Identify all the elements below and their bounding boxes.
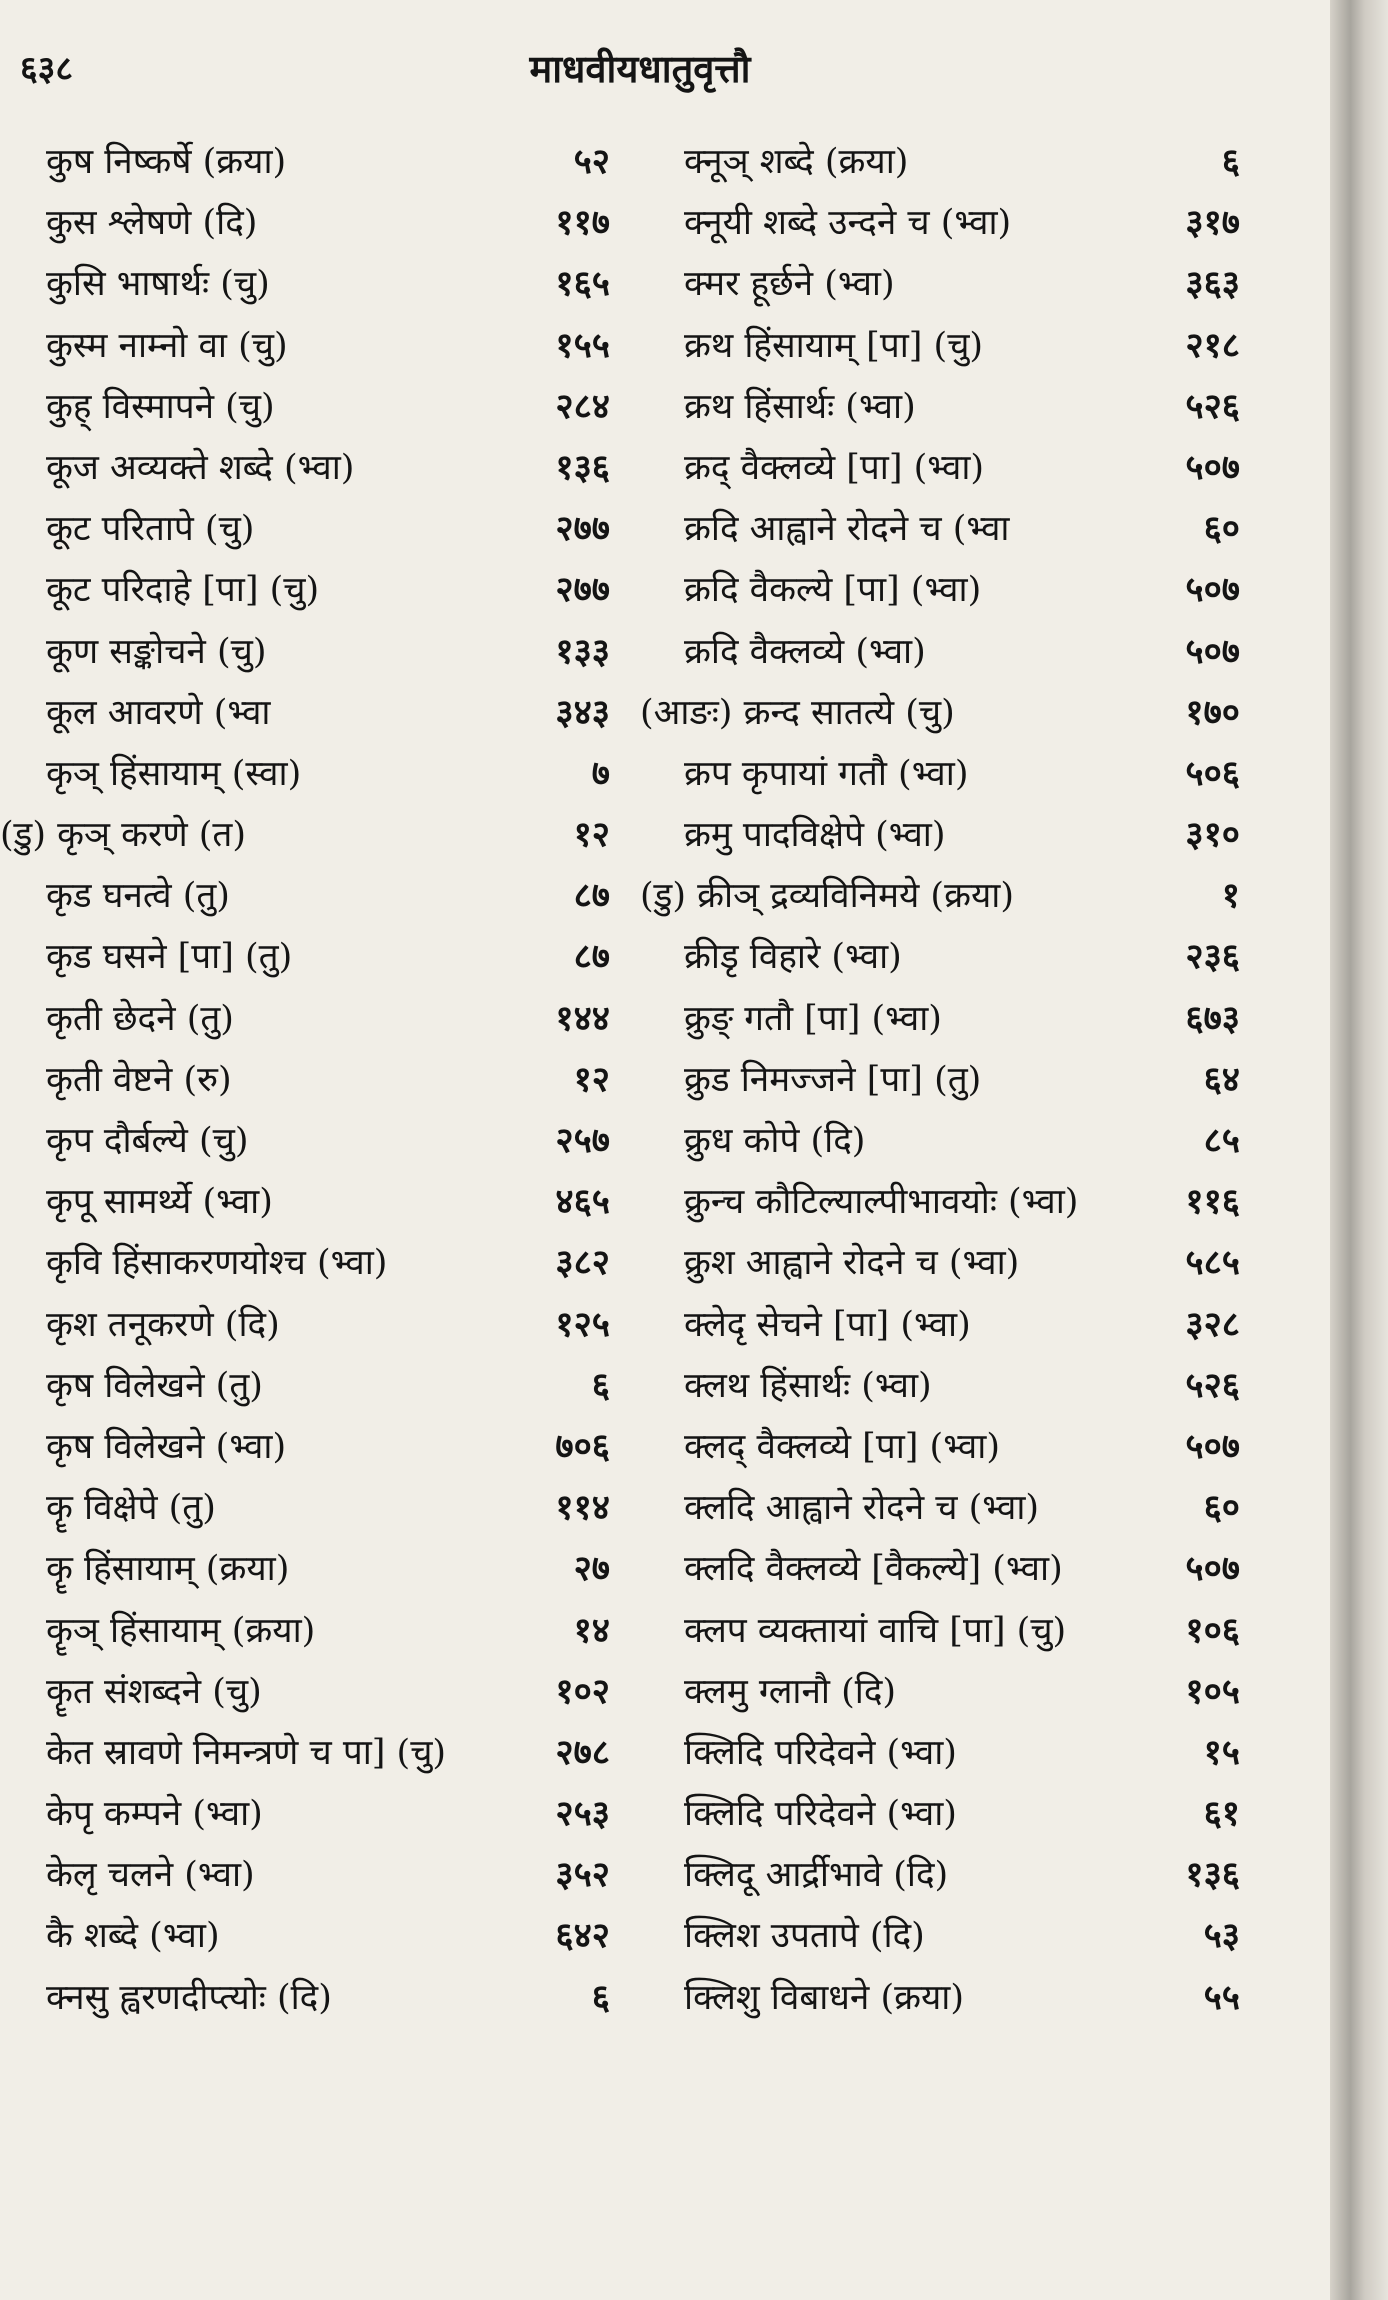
index-entry-row <box>0 684 610 745</box>
index-entry-row <box>0 194 610 255</box>
entry-text: कृती छेदने (तु) <box>46 998 234 1039</box>
entry-text: क्मर हूर्छने (भ्वा) <box>684 264 895 305</box>
entry-text: क्रुड निमज्जने [पा] (तु) <box>684 1059 982 1100</box>
page-reference: ६ <box>591 1364 610 1406</box>
index-entry-row <box>640 1051 1240 1112</box>
entry-text: क्रुध कोपे (दि) <box>684 1121 866 1161</box>
index-entry-row <box>640 1479 1240 1540</box>
index-entry-row <box>0 1663 610 1724</box>
entry-text: कुसि भाषार्थः (चु) <box>46 264 270 305</box>
index-entry-row <box>0 1907 610 1968</box>
page-reference: ६ <box>591 1976 610 2018</box>
page-reference: ५२६ <box>1185 385 1240 427</box>
index-entry-row <box>640 745 1240 806</box>
entry-text: क्नूयी शब्दे उन्दने च (भ्वा) <box>684 203 1012 244</box>
page-reference: ६१ <box>1203 1793 1240 1835</box>
entry-text: कुस श्लेषणे (दि) <box>46 203 258 244</box>
index-entry-row <box>640 561 1240 622</box>
page-reference: १३३ <box>555 630 610 672</box>
page-reference: ११४ <box>555 1487 610 1529</box>
page-reference: ८७ <box>573 936 610 978</box>
index-entry-row <box>640 623 1240 684</box>
page-reference: ६ <box>1221 141 1240 182</box>
index-entry-row <box>640 439 1240 500</box>
page-reference: ६० <box>1203 508 1240 550</box>
entry-text: क्रुन्च कौटिल्याल्पीभावयोः (भ्वा) <box>684 1182 1079 1223</box>
page-reference: ३८२ <box>555 1242 610 1284</box>
index-entry-row <box>640 1112 1240 1173</box>
index-entry-row <box>0 1479 610 1540</box>
index-entry-row <box>0 1846 610 1907</box>
page-reference: २३६ <box>1185 936 1240 978</box>
entry-text: (आङः) क्रन्द सातत्ये (चु) <box>640 692 955 733</box>
page-reference: ८७ <box>573 875 610 917</box>
entry-text: कृष विलेखने (तु) <box>46 1365 263 1406</box>
page-reference: ५०७ <box>1185 630 1240 672</box>
index-entry-row <box>0 1112 610 1173</box>
entry-text: क्रदि आह्वाने रोदने च (भ्वा <box>684 509 1010 550</box>
page-reference: १३६ <box>555 446 610 488</box>
index-entry-row <box>0 1724 610 1785</box>
entry-text: कूट परितापे (चु) <box>46 509 255 550</box>
index-entry-row <box>0 1785 610 1846</box>
entry-text: क्लदि वैक्लव्ये [वैकल्ये] (भ्वा) <box>684 1549 1063 1590</box>
index-entry-row <box>0 317 610 378</box>
index-entry-row <box>640 928 1240 989</box>
index-entry-row <box>640 255 1240 316</box>
page-reference: ३६३ <box>1185 263 1240 305</box>
entry-text: क्रदि वैक्लव्ये (भ्वा) <box>684 631 926 672</box>
index-entry-row <box>640 1602 1240 1663</box>
page-reference: ६४ <box>1203 1058 1240 1100</box>
index-entry-row <box>0 1051 610 1112</box>
entry-text: कूल आवरणे (भ्वा <box>46 692 271 733</box>
index-entry-row <box>640 1969 1240 2030</box>
index-entry-row <box>0 378 610 439</box>
index-entry-row <box>640 1418 1240 1479</box>
entry-text: क्रप कृपायां गतौ (भ्वा) <box>684 753 969 794</box>
index-entry-row <box>0 745 610 806</box>
page-reference: ४६५ <box>555 1181 610 1223</box>
page-reference: ५२६ <box>1185 1364 1240 1406</box>
index-entry-row <box>640 1846 1240 1907</box>
page-reference: २७७ <box>555 569 610 611</box>
index-entry-row <box>640 867 1240 928</box>
index-entry-row <box>0 1540 610 1601</box>
page-reference: ८५ <box>1203 1120 1240 1161</box>
page-reference: १३६ <box>1185 1854 1240 1896</box>
entry-text: केपृ कम्पने (भ्वा) <box>46 1794 263 1835</box>
entry-text: कॄत संशब्दने (चु) <box>46 1671 262 1712</box>
entry-text: कॄञ् हिंसायाम् (क्रया) <box>46 1610 316 1651</box>
index-entry-row <box>0 439 610 500</box>
entry-text: क्लिशु विबाधने (क्रया) <box>684 1977 965 2018</box>
entry-text: क्रमु पादविक्षेपे (भ्वा) <box>684 815 946 856</box>
page-reference: ३५२ <box>555 1854 610 1896</box>
page-reference: ५२ <box>573 141 610 182</box>
page-reference: १४ <box>573 1609 610 1651</box>
page-reference: ३२८ <box>1185 1303 1240 1345</box>
index-entry-row <box>0 1602 610 1663</box>
page-reference: १२५ <box>555 1303 610 1345</box>
page-reference: १०५ <box>1185 1670 1240 1712</box>
index-entry-row <box>640 500 1240 561</box>
right-column <box>640 133 1240 2030</box>
entry-text: कॄ हिंसायाम् (क्रया) <box>46 1549 290 1590</box>
entry-text: कुह् विस्मापने (चु) <box>46 386 275 427</box>
entry-text: कृप दौर्बल्ये (चु) <box>46 1121 249 1161</box>
entry-text: क्रथ हिंसायाम् [पा] (चु) <box>684 325 984 366</box>
page-reference: २५३ <box>555 1793 610 1835</box>
entry-text: केलृ चलने (भ्वा) <box>46 1855 255 1896</box>
index-entry-row <box>640 684 1240 745</box>
entry-text: क्रथ हिंसार्थः (भ्वा) <box>684 386 916 427</box>
index-entry-row <box>640 1296 1240 1357</box>
page-reference: ६७३ <box>1185 997 1240 1039</box>
entry-text: कूज अव्यक्ते शब्दे (भ्वा) <box>46 447 355 488</box>
entry-text: कृड घसने [पा] (तु) <box>46 937 293 978</box>
page-reference: ११६ <box>1185 1181 1240 1223</box>
index-entry-row <box>0 500 610 561</box>
entry-text: कूट परिदाहे [पा] (चु) <box>46 570 320 611</box>
page-reference: ५०६ <box>1185 752 1240 794</box>
page-reference: २१८ <box>1185 324 1240 366</box>
entry-text: क्लिदि परिदेवने (भ्वा) <box>684 1732 957 1773</box>
entry-text: क्लेदृ सेचने [पा] (भ्वा) <box>684 1304 971 1345</box>
index-entry-row <box>0 623 610 684</box>
index-entry-row <box>640 194 1240 255</box>
entry-text: कृञ् हिंसायाम् (स्वा) <box>46 753 302 794</box>
entry-text: क्लप व्यक्तायां वाचि [पा] (चु) <box>684 1610 1067 1651</box>
left-column <box>0 133 610 2030</box>
entry-text: क्रुङ् गतौ [पा] (भ्वा) <box>684 998 942 1039</box>
entry-text: कूण सङ्कोचने (चु) <box>46 631 267 672</box>
page-reference: ५०७ <box>1185 1425 1240 1467</box>
index-entry-row <box>0 1173 610 1234</box>
entry-text: क्लद् वैक्लव्ये [पा] (भ्वा) <box>684 1426 1000 1467</box>
page-reference: ५३ <box>1203 1915 1240 1957</box>
entry-text: क्रदि वैकल्ये [पा] (भ्वा) <box>684 570 982 611</box>
page-reference: १४४ <box>555 997 610 1039</box>
entry-text: कृश तनूकरणे (दि) <box>46 1304 280 1345</box>
page-reference: ३४३ <box>555 691 610 733</box>
page-reference: ५८५ <box>1185 1242 1240 1284</box>
entry-text: (डु) क्रीञ् द्रव्यविनिमये (क्रया) <box>640 876 1014 917</box>
index-entry-row <box>640 806 1240 867</box>
index-entry-row <box>0 1969 610 2030</box>
index-entry-row <box>0 133 610 194</box>
page-reference: ६० <box>1203 1487 1240 1529</box>
entry-text: क्लिश उपतापे (दि) <box>684 1916 925 1957</box>
entry-text: क्रुश आह्वाने रोदने च (भ्वा) <box>684 1243 1020 1284</box>
index-entry-row <box>640 1357 1240 1418</box>
index-entry-row <box>640 1663 1240 1724</box>
page-reference: २७ <box>573 1548 610 1590</box>
page-reference: ५०७ <box>1185 1548 1240 1590</box>
entry-text: कृवि हिंसाकरणयोश्च (भ्वा) <box>46 1243 388 1284</box>
index-entry-row <box>0 1418 610 1479</box>
page-reference: १ <box>1221 875 1240 917</box>
page-reference: २५७ <box>555 1120 610 1161</box>
page-reference: ७०६ <box>555 1425 610 1467</box>
entry-text: क्लथ हिंसार्थः (भ्वा) <box>684 1365 932 1406</box>
entry-text: क्नसु ह्वरणदीप्त्योः (दि) <box>46 1977 332 2018</box>
index-entry-row <box>640 317 1240 378</box>
index-entry-row <box>0 928 610 989</box>
index-entry-row <box>640 990 1240 1051</box>
index-entry-row <box>640 378 1240 439</box>
page-reference: २८४ <box>555 385 610 427</box>
index-entry-row <box>0 561 610 622</box>
entry-text: क्लमु ग्लानौ (दि) <box>684 1671 897 1712</box>
entry-text: क्नूञ् शब्दे (क्रया) <box>684 142 909 182</box>
page-reference: ६४२ <box>555 1915 610 1957</box>
page-reference: २७७ <box>555 508 610 550</box>
page-reference: ३१० <box>1185 814 1240 856</box>
index-entry-row <box>0 990 610 1051</box>
entry-text: क्लदि आह्वाने रोदने च (भ्वा) <box>684 1488 1040 1529</box>
page-reference: १५ <box>1203 1731 1240 1773</box>
entry-text: क्रीडृ विहारे (भ्वा) <box>684 937 902 978</box>
page-reference: १६५ <box>555 263 610 305</box>
entry-text: कृड घनत्वे (तु) <box>46 876 230 917</box>
entry-text: क्लिदू आर्द्रीभावे (दि) <box>684 1855 949 1896</box>
entry-text: कृष विलेखने (भ्वा) <box>46 1426 287 1467</box>
entry-text: (डु) कृञ् करणे (त) <box>0 815 247 856</box>
entry-text: कृती वेष्टने (रु) <box>46 1059 232 1100</box>
index-entry-row <box>0 1296 610 1357</box>
entry-text: कै शब्दे (भ्वा) <box>46 1916 220 1957</box>
entry-text: कुस्म नाम्नो वा (चु) <box>46 325 288 366</box>
page-reference: १७० <box>1185 691 1240 733</box>
index-entry-row <box>0 255 610 316</box>
index-entry-row <box>0 806 610 867</box>
page-reference: ५०७ <box>1185 446 1240 488</box>
entry-text: क्लिदि परिदेवने (भ्वा) <box>684 1794 957 1835</box>
index-entry-row <box>640 1173 1240 1234</box>
index-entry-row <box>0 867 610 928</box>
page-reference: ११७ <box>555 202 610 244</box>
page-number: ६३८ <box>20 49 74 89</box>
index-entry-row <box>0 1234 610 1295</box>
index-entry-row <box>640 1785 1240 1846</box>
page-reference: १०२ <box>555 1670 610 1712</box>
index-entry-row <box>640 1907 1240 1968</box>
running-title: माधवीयधातुवृत्तौ <box>529 46 751 91</box>
index-entry-row <box>640 133 1240 194</box>
page-reference: २७८ <box>555 1731 610 1773</box>
page-reference: ७ <box>591 752 610 794</box>
page-reference: ५५ <box>1203 1976 1240 2018</box>
page-reference: १२ <box>573 814 610 856</box>
entry-text: क्रद् वैक्लव्ये [पा] (भ्वा) <box>684 447 985 488</box>
page-reference: १५५ <box>555 324 610 366</box>
entry-text: कॄ विक्षेपे (तु) <box>46 1488 216 1529</box>
page-reference: ३१७ <box>1185 202 1240 244</box>
page-reference: १०६ <box>1185 1609 1240 1651</box>
entry-text: कुष निष्कर्षे (क्रया) <box>46 142 287 182</box>
page-reference: १२ <box>573 1058 610 1100</box>
page-edge-shadow <box>1330 0 1388 2300</box>
entry-text: केत स्रावणे निमन्त्रणे च पा] (चु) <box>46 1732 447 1773</box>
index-entry-row <box>640 1540 1240 1601</box>
page-reference: ५०७ <box>1185 569 1240 611</box>
page-header <box>0 38 1330 98</box>
index-entry-row <box>640 1724 1240 1785</box>
index-entry-row <box>0 1357 610 1418</box>
index-entry-row <box>640 1234 1240 1295</box>
entry-text: कृपू सामर्थ्ये (भ्वा) <box>46 1182 273 1223</box>
